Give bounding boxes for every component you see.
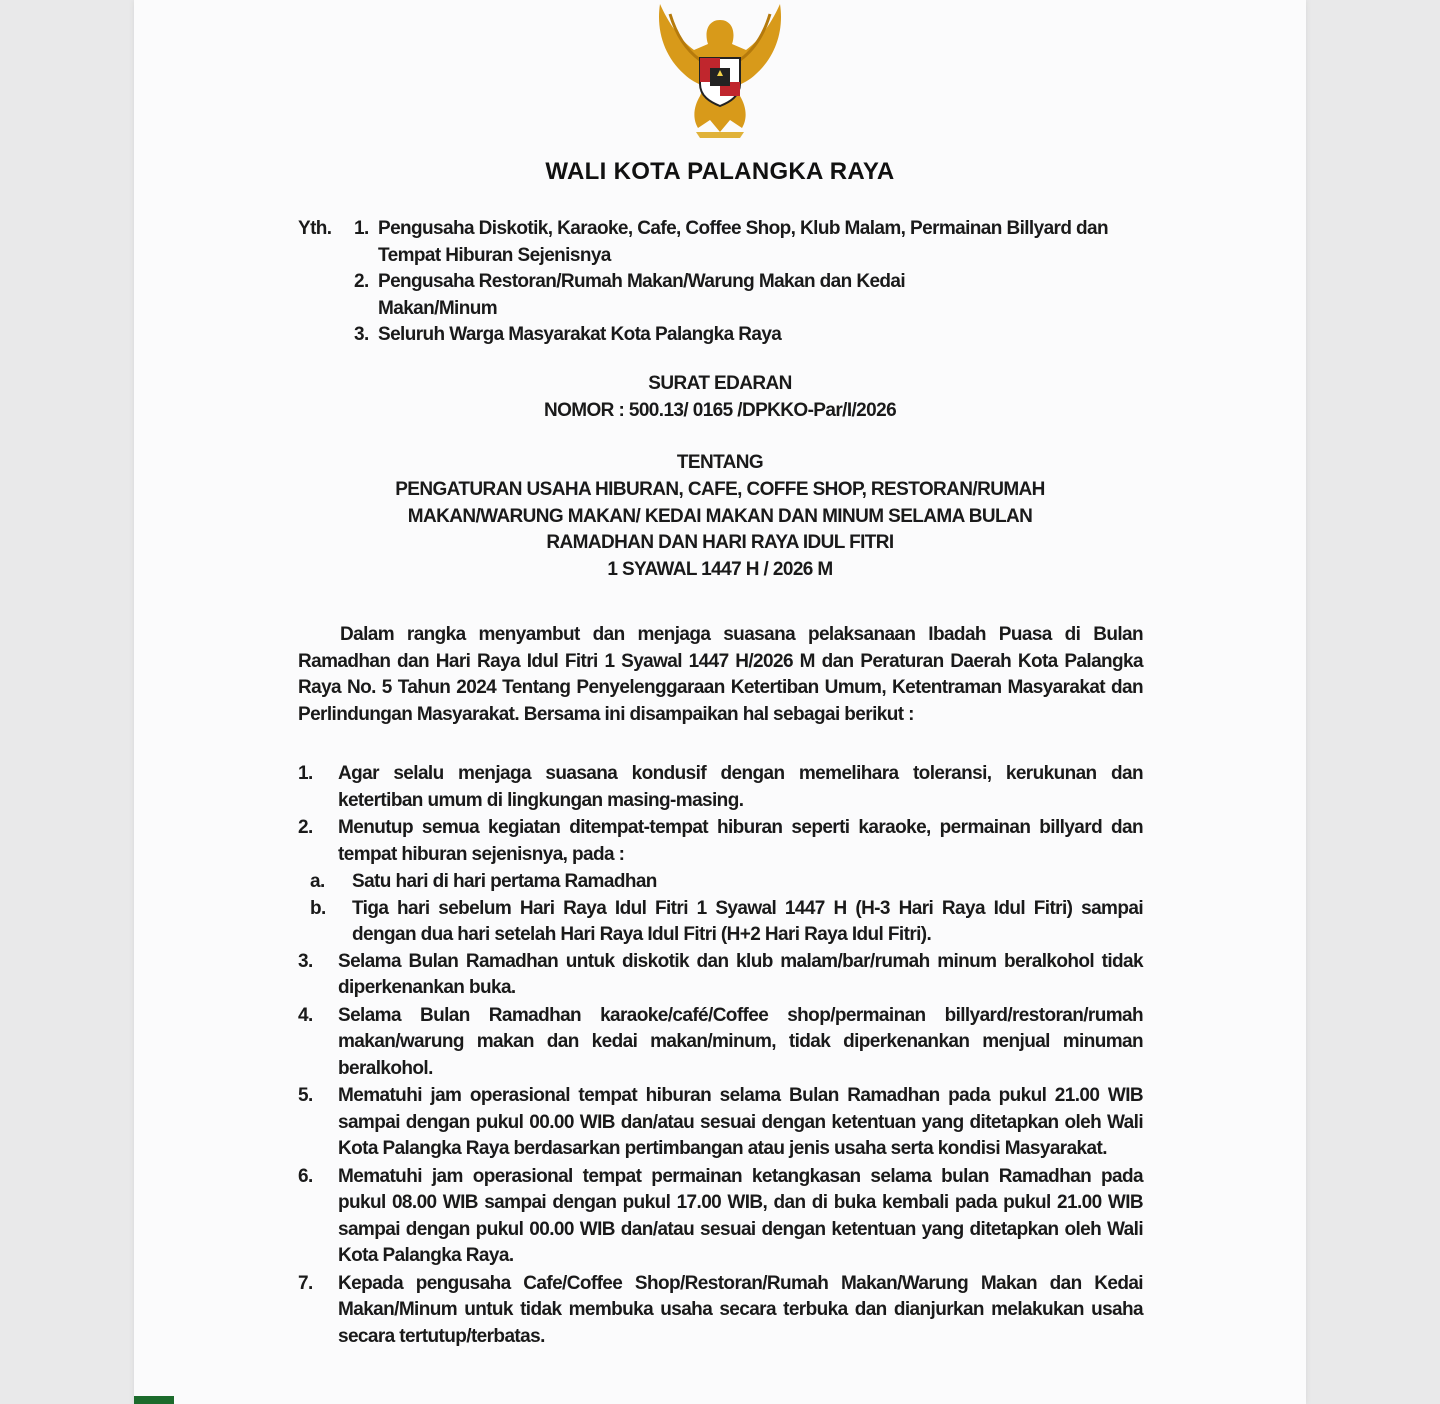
sub-point-text: Tiga hari sebelum Hari Raya Idul Fitri 1 Syawal 1447 H (H-3 Hari Raya Idul Fitri) sampai dengan dua hari setelah Hari Raya Idul Fitri (H+2 Hari Raya Idul Fitri). — [352, 897, 1143, 945]
point-number: 2. — [298, 817, 313, 838]
item-number: 3. — [354, 324, 369, 345]
addressees — [298, 216, 1128, 349]
point-item — [298, 1003, 1143, 1083]
sub-point-item — [298, 896, 1143, 949]
item-text: Pengusaha Diskotik, Karaoke, Cafe, Coffee Shop, Klub Malam, Permainan Billyard dan Tempat Hiburan Sejenisnya — [378, 218, 1109, 266]
point-number: 5. — [298, 1085, 313, 1106]
sub-point-letter: b. — [310, 897, 326, 919]
point-item — [298, 1083, 1143, 1163]
point-text: Mematuhi jam operasional tempat permainan ketangkasan selama bulan Ramadhan pada pukul 08.00 WIB sampai dengan pukul 17.00 WIB, dan di buka kembali pada pukul 21.00 WIB sampai dengan pukul 00.00 WIB dan/atau sesuai dengan ketentuan yang ditetapkan oleh Wali Kota Palangka Raya. — [338, 1165, 1143, 1266]
subject-line: RAMADHAN DAN HARI RAYA IDUL FITRI — [546, 532, 894, 553]
letter-type: SURAT EDARAN — [648, 373, 792, 394]
point-item — [298, 815, 1143, 868]
point-item — [298, 761, 1143, 814]
addressee-item — [354, 216, 1128, 269]
point-number: 3. — [298, 950, 313, 972]
addressee-item — [354, 269, 1128, 322]
point-text: Mematuhi jam operasional tempat hiburan selama Bulan Ramadhan pada pukul 21.00 WIB sampai dengan pukul 00.00 WIB dan/atau sesuai dengan ketentuan yang ditetapkan oleh Wali Kota Palangka Raya berdasarkan pertimbangan atau jenis usaha serta kondisi Masyarakat. — [338, 1085, 1143, 1159]
addressee-label: Yth. — [298, 218, 332, 239]
point-number: 7. — [298, 1272, 313, 1294]
point-item — [298, 1164, 1143, 1270]
point-number: 6. — [298, 1165, 313, 1187]
green-bar — [134, 1396, 174, 1404]
document-title: WALI KOTA PALANGKA RAYA — [545, 158, 895, 185]
point-text: Selama Bulan Ramadhan untuk diskotik dan klub malam/bar/rumah minum beralkohol tidak diperkenankan buka. — [338, 950, 1143, 998]
sub-point-text: Satu hari di hari pertama Ramadhan — [352, 871, 657, 892]
point-text: Kepada pengusaha Cafe/Coffee Shop/Restoran/Rumah Makan/Warung Makan dan Kedai Makan/Minum untuk tidak membuka usaha secara terbuka dan dianjurkan melakukan usaha secara tertutup/terbatas. — [338, 1272, 1143, 1347]
garuda-emblem-icon — [650, 0, 790, 142]
points-list — [298, 761, 1143, 1351]
intro-paragraph: Dalam rangka menyambut dan menjaga suasana pelaksanaan Ibadah Puasa di Bulan Ramadhan dan Hari Raya Idul Fitri 1 Syawal 1447 H/2026 M dan Peraturan Daerah Kota Palangka Raya No. 5 Tahun 2024 Tentang Penyelenggaraan Ketertiban Umum, Ketentraman Masyarakat dan Perlindungan Masyarakat. Bersama ini disampaikan hal sebagai berikut : — [298, 624, 1143, 725]
point-item — [298, 949, 1143, 1002]
subject-line: 1 SYAWAL 1447 H / 2026 M — [607, 559, 833, 580]
point-number: 1. — [298, 763, 313, 784]
letter-number: NOMOR : 500.13/ 0165 /DPKKO-Par/I/2026 — [543, 400, 897, 421]
point-text: Menutup semua kegiatan ditempat-tempat hiburan seperti karaoke, permainan billyard dan tempat hiburan sejenisnya, pada : — [338, 817, 1143, 865]
point-item — [298, 1271, 1143, 1351]
point-text: Agar selalu menjaga suasana kondusif dengan memelihara toleransi, kerukunan dan ketertiban umum di lingkungan masing-masing. — [338, 763, 1143, 811]
about-label: TENTANG — [676, 452, 764, 473]
addressee-item — [354, 322, 1128, 349]
subject-line: MAKAN/WARUNG MAKAN/ KEDAI MAKAN DAN MINUM SELAMA BULAN — [407, 506, 1033, 527]
sub-point-item — [298, 869, 1143, 896]
item-text: Pengusaha Restoran/Rumah Makan/Warung Makan dan Kedai Makan/Minum — [378, 271, 906, 319]
item-number: 1. — [354, 218, 369, 239]
subject-line: PENGATURAN USAHA HIBURAN, CAFE, COFFE SHOP, RESTORAN/RUMAH — [395, 479, 1045, 500]
item-text: Seluruh Warga Masyarakat Kota Palangka Raya — [378, 324, 782, 345]
point-number: 4. — [298, 1004, 313, 1026]
point-text: Selama Bulan Ramadhan karaoke/café/Coffee shop/permainan billyard/restoran/rumah makan/warung makan dan kedai makan/minum, tidak diperkenankan menjual minuman beralkohol. — [338, 1004, 1143, 1079]
item-number: 2. — [354, 271, 369, 292]
sub-point-letter: a. — [310, 871, 325, 892]
